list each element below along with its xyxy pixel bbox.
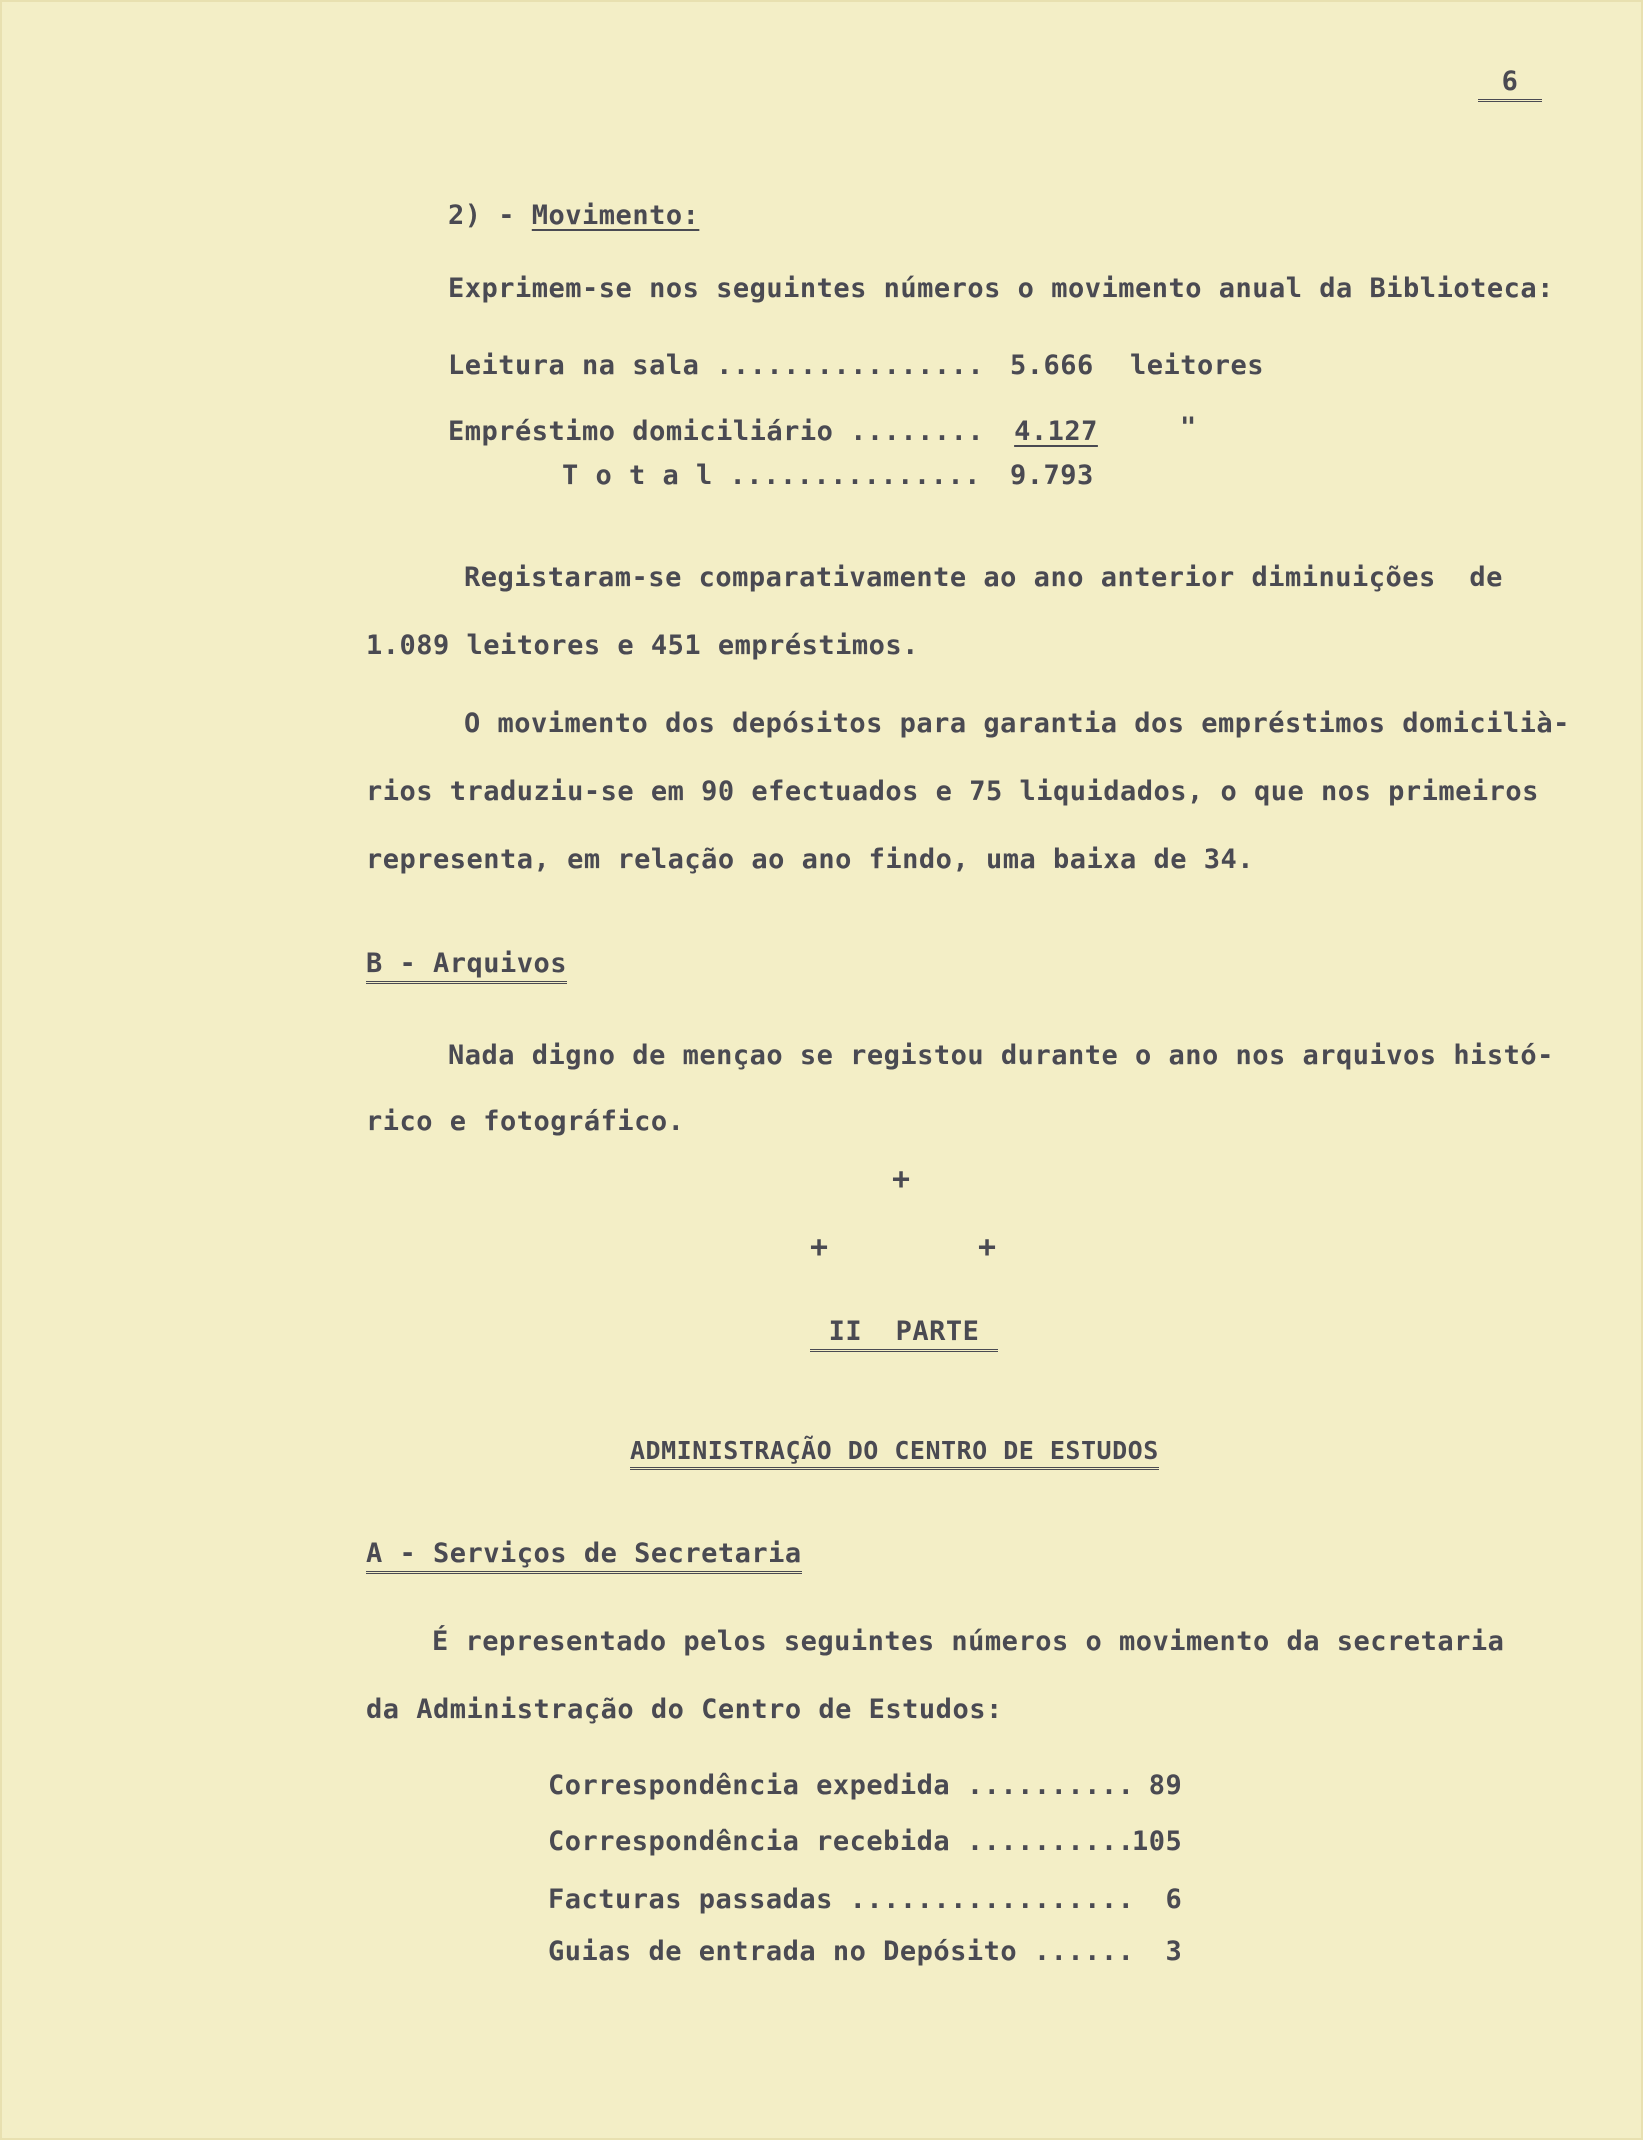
movimento-intro: Exprimem-se nos seguintes números o movimento anual da Biblioteca: xyxy=(448,273,1554,304)
para2-line1: O movimento dos depósitos para garantia dos empréstimos domicilià- xyxy=(464,708,1570,739)
para1-line1: Registaram-se comparativamente ao ano anterior diminuições de xyxy=(464,562,1503,593)
stat-row-guias-label: Guias de entrada no Depósito ...... xyxy=(548,1936,1135,1967)
stat-row-recebida-value: 105 xyxy=(1132,1826,1183,1857)
stat-row-expedida-value: 89 xyxy=(1132,1770,1183,1801)
page-number: 6 xyxy=(1478,66,1542,102)
heading-prefix: 2) - xyxy=(448,200,532,231)
row-total-value: 9.793 xyxy=(1010,460,1094,491)
arquivos-line2: rico e fotográfico. xyxy=(366,1106,685,1137)
secretaria-line2: da Administração do Centro de Estudos: xyxy=(366,1694,1003,1725)
part-title: II PARTE xyxy=(810,1316,998,1352)
row-emprestimo-unit: " xyxy=(1180,412,1197,443)
separator-plus-left: + xyxy=(810,1230,829,1265)
para1-line2: 1.089 leitores e 451 empréstimos. xyxy=(366,630,919,661)
row-emprestimo-value: 4.127 xyxy=(1014,416,1098,447)
row-emprestimo-label: Empréstimo domiciliário ........ xyxy=(448,416,985,447)
stat-row-guias-value: 3 xyxy=(1132,1936,1183,1967)
separator-plus-right: + xyxy=(978,1230,997,1265)
row-leitura-label: Leitura na sala ................ xyxy=(448,350,985,381)
stat-row-recebida-label: Correspondência recebida .......... xyxy=(548,1826,1135,1857)
part-subtitle: ADMINISTRAÇÃO DO CENTRO DE ESTUDOS xyxy=(630,1436,1159,1470)
para2-line2: rios traduziu-se em 90 efectuados e 75 liquidados, o que nos primeiros xyxy=(366,776,1539,807)
row-leitura-unit: leitores xyxy=(1130,350,1265,381)
stat-row-facturas-label: Facturas passadas ................. xyxy=(548,1884,1135,1915)
heading-movimento xyxy=(448,200,699,231)
secretaria-line1: É representado pelos seguintes números o movimento da secretaria xyxy=(432,1626,1505,1657)
para2-line3: representa, em relação ao ano findo, uma baixa de 34. xyxy=(366,844,1255,875)
row-leitura-value: 5.666 xyxy=(1010,350,1094,381)
heading-arquivos: B - Arquivos xyxy=(366,948,567,984)
heading-title: Movimento: xyxy=(531,200,700,231)
stat-row-facturas-value: 6 xyxy=(1132,1884,1183,1915)
arquivos-line1: Nada digno de mençao se registou durante o ano nos arquivos histó- xyxy=(448,1040,1554,1071)
heading-secretaria: A - Serviços de Secretaria xyxy=(366,1538,802,1574)
stat-row-expedida-label: Correspondência expedida .......... xyxy=(548,1770,1135,1801)
separator-plus-top: + xyxy=(892,1162,911,1197)
row-total-label: T o t a l ............... xyxy=(562,460,981,491)
